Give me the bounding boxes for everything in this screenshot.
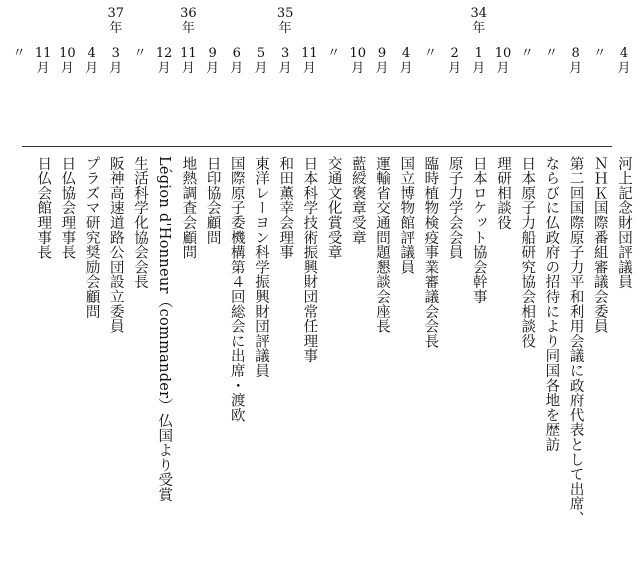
chronology-entry bbox=[539, 0, 563, 572]
entry-description: 原子力学会会員 bbox=[446, 156, 463, 260]
era-year: 35 年 bbox=[276, 6, 294, 36]
entry-description: 日本ロケット協会幹事 bbox=[470, 156, 487, 304]
entry-description: 阪神高速道路公団設立委員 bbox=[107, 156, 124, 334]
chronology-entry bbox=[31, 0, 55, 572]
chronology-entry bbox=[104, 0, 128, 572]
entry-description: 日本原子力船研究協会相談役 bbox=[519, 156, 536, 349]
entry-month: 3 月 bbox=[109, 46, 123, 76]
chronology-entry bbox=[370, 0, 394, 572]
entry-month: 9 月 bbox=[206, 46, 220, 76]
entry-description: 和田薫幸会理事 bbox=[277, 156, 294, 260]
entry-description: 交通文化賞受章 bbox=[325, 156, 342, 260]
entry-description: Légion d'Honneur（commander）仏国より受賞 bbox=[156, 156, 173, 503]
divider-rule bbox=[22, 146, 612, 147]
entry-month: 〃 bbox=[544, 46, 558, 61]
chronology-entry bbox=[467, 0, 491, 572]
entry-description: 藍綬褒章受章 bbox=[349, 156, 366, 245]
entry-month: 〃 bbox=[12, 46, 26, 61]
chronology-entry bbox=[225, 0, 249, 572]
chronology-entry bbox=[515, 0, 539, 572]
entry-description: 生活科学化協会会長 bbox=[132, 156, 148, 290]
entry-description: 日印協会顧問 bbox=[204, 156, 221, 245]
chronology-entry bbox=[80, 0, 104, 572]
chronology-entry bbox=[588, 0, 612, 572]
chronology-entry bbox=[346, 0, 370, 572]
entry-month: 〃 bbox=[133, 46, 147, 61]
chronology-entry bbox=[128, 0, 152, 572]
entry-month: 3 月 bbox=[278, 46, 292, 76]
entry-month: 8 月 bbox=[569, 46, 583, 76]
entry-month: 〃 bbox=[423, 46, 437, 61]
entry-month: 10 月 bbox=[349, 46, 367, 76]
entry-month: 11 月 bbox=[180, 46, 197, 76]
chronology-entry bbox=[176, 0, 200, 572]
entry-month: 12 月 bbox=[155, 46, 173, 76]
entry-month: 〃 bbox=[593, 46, 607, 61]
chronology-entry bbox=[7, 0, 31, 572]
chronology-entry bbox=[249, 0, 273, 572]
entry-month: 6 月 bbox=[230, 46, 244, 76]
entry-month: 4 月 bbox=[617, 46, 631, 76]
entry-month: 4 月 bbox=[85, 46, 99, 76]
entry-description: 国立博物館評議員 bbox=[398, 156, 415, 275]
entry-month: 11 月 bbox=[301, 46, 318, 76]
chronology-entry bbox=[491, 0, 515, 572]
chronology-entry bbox=[394, 0, 418, 572]
chronology-entry bbox=[612, 0, 636, 572]
entry-description: プラズマ研究奨励会顧問 bbox=[83, 156, 100, 319]
chronology-entry bbox=[564, 0, 588, 572]
chronology-entry bbox=[322, 0, 346, 572]
entry-month: 10 月 bbox=[59, 46, 76, 76]
chronology-entry bbox=[201, 0, 225, 572]
entry-description: 東洋レーヨン科学振興財団評議員 bbox=[253, 156, 269, 378]
entry-description: 日仏会館理事長 bbox=[35, 156, 52, 260]
entry-month: 5 月 bbox=[254, 46, 268, 76]
entry-month: 〃 bbox=[520, 46, 534, 61]
entry-month: 4 月 bbox=[399, 46, 413, 76]
entry-description: 日仏協会理事長 bbox=[59, 156, 76, 260]
era-year: 34 年 bbox=[470, 6, 488, 36]
entry-month: 10 月 bbox=[494, 46, 512, 76]
chronology-entry bbox=[152, 0, 176, 572]
chronology-entry bbox=[273, 0, 297, 572]
entry-month: 〃 bbox=[327, 46, 341, 61]
era-year: 37 年 bbox=[107, 6, 125, 36]
chronology-entry bbox=[443, 0, 467, 572]
entry-description: 日本科学技術振興財団常任理事 bbox=[301, 156, 318, 364]
chronology-entry bbox=[55, 0, 79, 572]
entry-month: 9 月 bbox=[375, 46, 389, 76]
chronology-entry bbox=[297, 0, 321, 572]
entry-month: 1 月 bbox=[472, 46, 486, 76]
entry-description: ＮＨＫ国際番組審議会委員 bbox=[591, 156, 608, 334]
entry-description: ならびに仏政府の招待により同国各地を歴訪 bbox=[543, 156, 560, 452]
era-year: 36 年 bbox=[180, 6, 197, 36]
entry-description: 河上記念財団評議員 bbox=[616, 156, 632, 290]
entry-description: 地熱調査会顧問 bbox=[180, 156, 197, 260]
entry-description: 運輸省交通問題懇談会座長 bbox=[374, 156, 390, 334]
entry-month: 2 月 bbox=[448, 46, 462, 76]
entry-month: 11 月 bbox=[34, 46, 52, 76]
entry-description: 第二回国際原子力平和利用会議に政府代表として出席、 bbox=[567, 156, 584, 526]
entry-description: 臨時植物検疫事業審議会会長 bbox=[422, 156, 439, 349]
entry-description: 理研相談役 bbox=[495, 156, 511, 230]
entry-description: 国際原子委機構第４回総会に出席・渡欧 bbox=[228, 156, 245, 423]
chronology-entry bbox=[418, 0, 442, 572]
